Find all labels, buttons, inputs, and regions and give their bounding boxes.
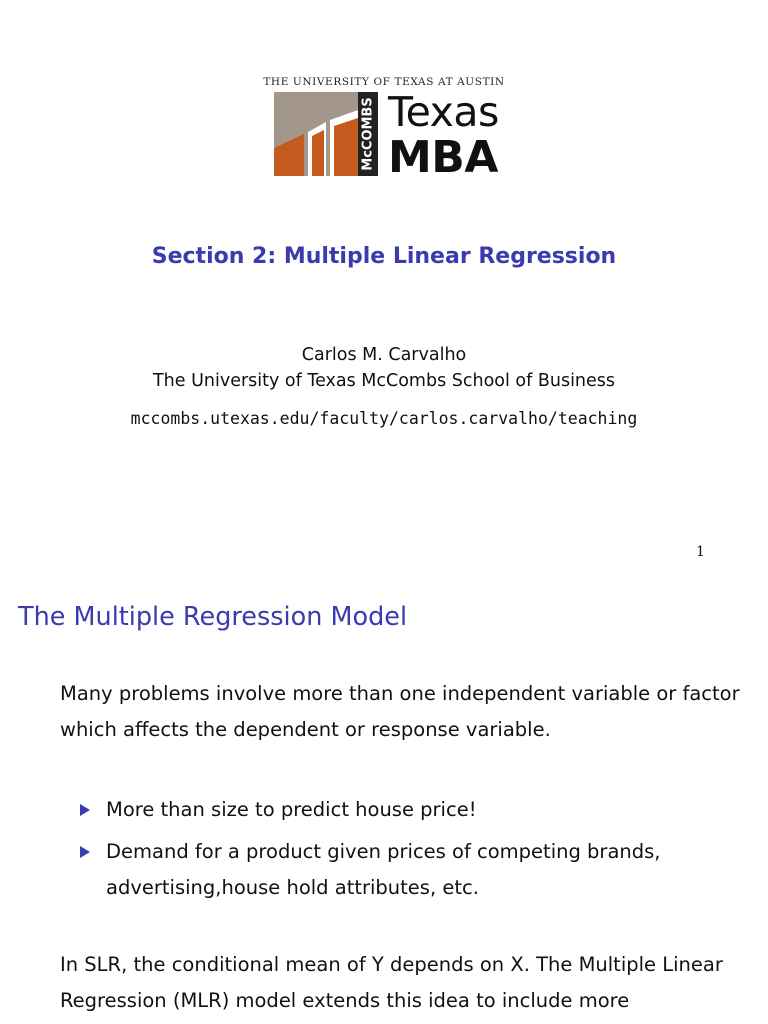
bullet-item [80,792,740,828]
author-affiliation: The University of Texas McCombs School of Business [152,371,616,391]
bullet-list [80,792,740,912]
logo-caption: THE UNIVERSITY OF TEXAS AT AUSTIN [263,76,505,88]
content-slide [0,576,768,1024]
bullet-item [80,834,740,906]
page-number: 1 [696,544,705,560]
bullet-triangle-icon [80,846,90,858]
bullet-text: More than size to predict house price! [106,798,477,821]
mccombs-logo-icon [274,92,378,176]
course-url: mccombs.utexas.edu/faculty/carlos.carvalho/teaching [130,409,638,428]
slide-title: Section 2: Multiple Linear Regression [151,244,617,269]
slr-paragraph: In SLR, the conditional mean of Y depends on X. The Multiple Linear Regression (MLR) model extends this idea to include more [60,953,723,1012]
logo-word-texas: Texas [388,88,499,136]
logo-word-mba: MBA [388,132,498,183]
frame-title: The Multiple Regression Model [18,602,408,632]
logo-mark-text: McCOMBS [360,97,376,171]
author-name: Carlos M. Carvalho [301,345,467,365]
bullet-text: Demand for a product given prices of competing brands, advertising,house hold attributes, etc. [106,840,661,899]
intro-paragraph: Many problems involve more than one independent variable or factor which affects the dependent or response variable. [60,682,740,741]
bullet-triangle-icon [80,804,90,816]
